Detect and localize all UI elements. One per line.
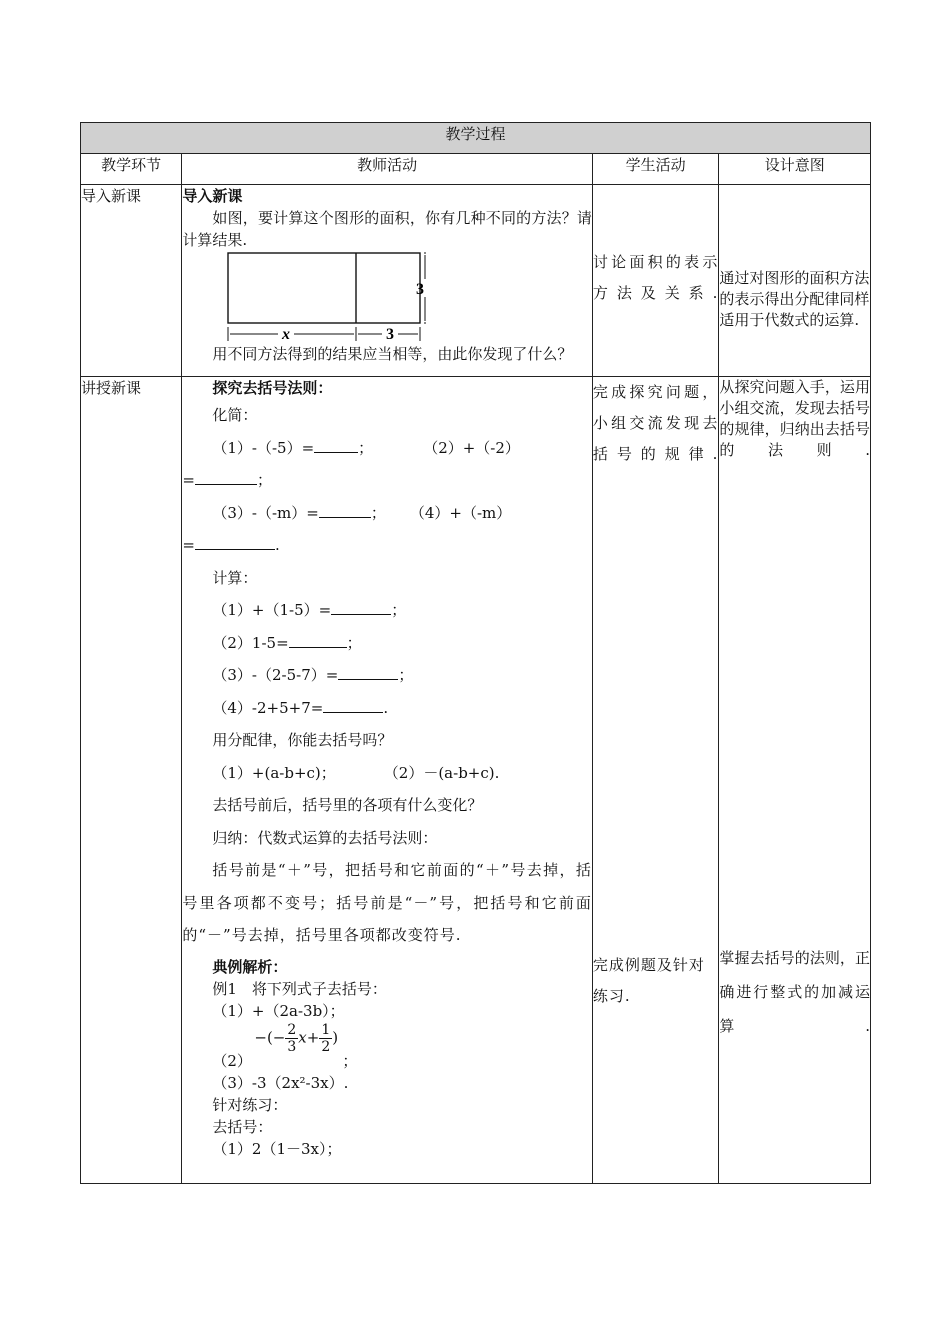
stage-label: 讲授新课 (81, 379, 142, 397)
table-title: 教学过程 (81, 123, 871, 154)
simplify-line-4: = . (182, 536, 280, 554)
intent-cell (719, 185, 871, 377)
calc-line-4: （4）-2+5+7= . (212, 698, 389, 717)
label-3-side: 3 (416, 281, 425, 298)
section-heading: 导入新课 (182, 187, 243, 205)
intent-text: 通过对图形的面积方法的表示得出分配律同样适用于代数式的运算. (719, 269, 870, 329)
example-heading: 典例解析： (212, 957, 288, 976)
header-intent: 设计意图 (719, 154, 871, 185)
fraction-expression: −(− $\frac{2}{3}$ x+ $\frac{1}{2}$ ) (254, 1021, 339, 1055)
intent-text-a: 从探究问题入手，运用小组交流，发现去括号的规律，归纳出去括号的法则. (719, 378, 870, 459)
table-row (81, 377, 871, 1184)
label-x: x (282, 326, 291, 343)
calc-label: 计算： (212, 568, 258, 587)
student-activity-a: 完成探究问题，小组交流发现去括号的规律. (592, 383, 719, 463)
stage-label: 导入新课 (81, 187, 142, 205)
change-question: 去括号前后，括号里的各项有什么变化？ (212, 796, 483, 814)
simplify-line-3: （3）-（-m）= ； （4）+（-m） (212, 503, 512, 522)
student-activity-text: 讨论面积的表示方法及关系. (592, 253, 719, 302)
simplify-line-1: （1）-（-5）= ； （2）+（-2） (212, 438, 520, 457)
example-item-3: （3）-3（2x²-3x）. (212, 1073, 349, 1092)
header-teacher: 教师活动 (182, 154, 593, 185)
summary-label: 归纳：代数式运算的去括号法则： (212, 828, 438, 847)
intent-text-b: 掌握去括号的法则，正确进行整式的加减运算. (719, 949, 870, 1035)
figure-rectangle (228, 253, 420, 323)
header-student: 学生活动 (592, 154, 718, 185)
distributive-items: （1）+(a-b+c)； （2）－(a-b+c). (212, 763, 500, 782)
header-stage: 教学环节 (81, 154, 182, 185)
calc-line-2: （2）1-5= ； (212, 633, 362, 652)
student-cell (592, 377, 718, 1184)
section-heading: 探究去括号法则： (212, 379, 333, 397)
question-text: 用不同方法得到的结果应当相等，由此你发现了什么？ (212, 345, 573, 363)
student-cell (592, 185, 718, 377)
rule-text: 括号前是“＋”号，把括号和它前面的“＋”号去掉，括号里各项都不变号；括号前是“－”号，把括号和它前面的“－”号去掉，括号里各项都改变符号. (182, 861, 592, 944)
intent-cell (719, 377, 871, 1184)
simplify-line-2: = ； (182, 471, 272, 489)
distributive-question: 用分配律，你能去括号吗？ (212, 731, 393, 749)
teaching-process-table (80, 122, 871, 1184)
table-header-row (81, 154, 871, 185)
example-title: 例1 将下列式子去括号： (212, 979, 387, 998)
example-item-1: （1）+（2a-3b）； (212, 1001, 345, 1020)
table-row (81, 185, 871, 377)
intro-text: 如图，要计算这个图形的面积，你有几种不同的方法？请计算结果. (182, 209, 592, 249)
calc-line-1: （1）+（1-5）= ； (212, 601, 407, 619)
area-figure (212, 251, 432, 343)
calc-line-3: （3）-（2-5-7）= ； (212, 666, 414, 684)
practice-item-1: （1）2（1－3x）； (212, 1139, 342, 1158)
teacher-cell (182, 185, 593, 377)
simplify-label: 化简： (212, 406, 258, 424)
example-item-2: （2） −(− $\frac{2}{3}$ x+ $\frac{1}{2}$ ) ； (212, 1021, 358, 1070)
stage-cell (81, 377, 182, 1184)
label-3-bottom: 3 (386, 326, 395, 343)
teacher-cell (182, 377, 593, 1184)
practice-label: 针对练习： (212, 1095, 288, 1114)
stage-cell (81, 185, 182, 377)
student-activity-b: 完成例题及针对练习. (592, 956, 705, 1005)
table-title-row (81, 123, 871, 154)
practice-task: 去括号： (212, 1117, 273, 1136)
